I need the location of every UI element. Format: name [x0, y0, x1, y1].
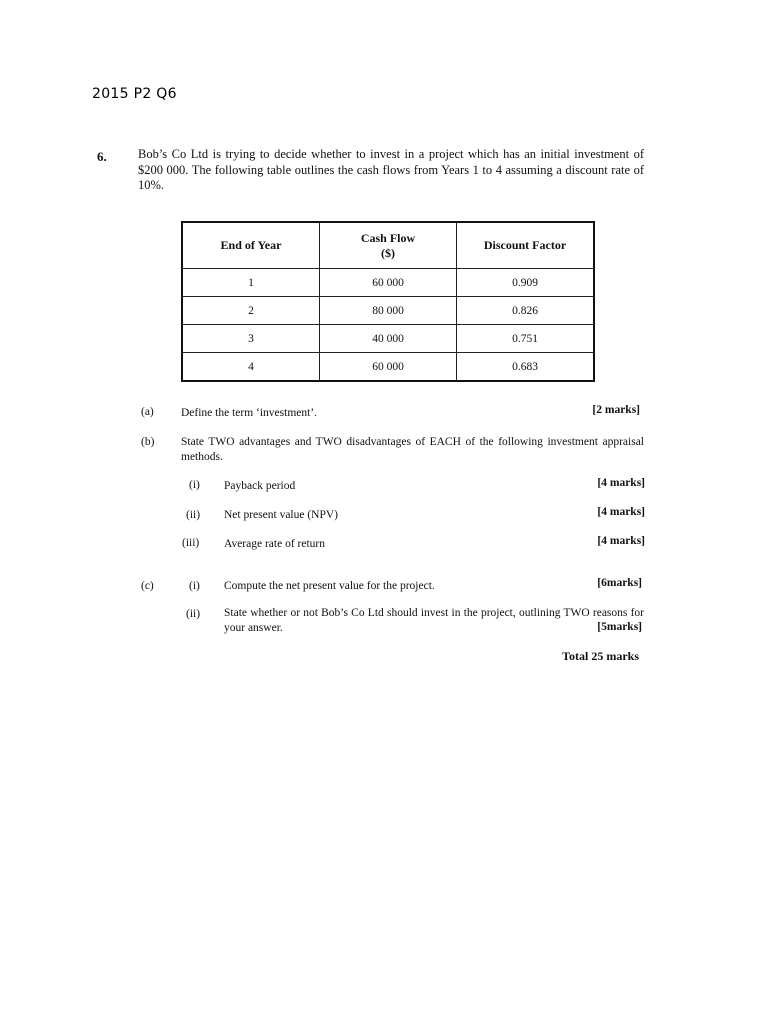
- part-b-ii-label: (ii): [186, 509, 201, 521]
- cell-cash-flow: 60 000: [320, 353, 457, 382]
- header-cash-flow-label: Cash Flow: [360, 230, 416, 245]
- part-b-iii-label: (iii): [182, 537, 200, 549]
- cell-discount-factor: 0.683: [457, 353, 595, 382]
- part-c-ii-text: State whether or not Bob’s Co Ltd should invest in the project, outlining TWO reasons for your answer.: [224, 607, 644, 634]
- part-c-i-marks: [6marks]: [597, 577, 642, 589]
- header-discount-factor: Discount Factor: [457, 222, 595, 269]
- question-intro: Bob’s Co Ltd is trying to decide whether to invest in a project which has an initial investment of $200 000. The following table outlines the cash flows from Years 1 to 4 assuming a discount rate of 10%.: [138, 147, 644, 192]
- part-b-text: State TWO advantages and TWO disadvantages of EACH of the following investment appraisal methods.: [181, 436, 644, 463]
- part-b-i-label: (i): [189, 479, 200, 491]
- header-cash-flow-unit: ($): [381, 245, 395, 260]
- document-header: 2015 P2 Q6: [92, 86, 177, 102]
- part-c-i-text: Compute the net present value for the project.: [224, 580, 435, 592]
- question-number: 6.: [97, 149, 107, 164]
- part-b-i-text: Payback period: [224, 480, 296, 492]
- cell-cash-flow: 40 000: [320, 325, 457, 353]
- cash-flow-table: [181, 221, 595, 382]
- part-b-iii-marks: [4 marks]: [597, 535, 645, 547]
- cell-year: 1: [182, 269, 320, 297]
- part-c-ii-marks: [5marks]: [597, 621, 642, 633]
- part-b-iii-text: Average rate of return: [224, 538, 325, 550]
- table-row: [182, 325, 594, 353]
- part-a-label: (a): [141, 406, 154, 418]
- part-c-i-label: (i): [189, 580, 200, 592]
- part-b-label: (b): [141, 436, 155, 448]
- table-row: [182, 353, 594, 382]
- header-cash-flow: [320, 222, 457, 269]
- part-a-text: Define the term ‘investment’.: [181, 407, 318, 419]
- table-header-row: [182, 222, 594, 269]
- header-end-of-year: End of Year: [182, 222, 320, 269]
- cell-year: 4: [182, 353, 320, 382]
- cell-discount-factor: 0.751: [457, 325, 595, 353]
- cell-discount-factor: 0.826: [457, 297, 595, 325]
- table-row: [182, 297, 594, 325]
- table-row: [182, 269, 594, 297]
- part-c-label: (c): [141, 580, 154, 592]
- cell-discount-factor: 0.909: [457, 269, 595, 297]
- total-marks: Total 25 marks: [562, 649, 639, 663]
- cell-cash-flow: 60 000: [320, 269, 457, 297]
- part-b-ii-text: Net present value (NPV): [224, 509, 339, 521]
- part-c-ii-label: (ii): [186, 608, 201, 620]
- part-b-i-marks: [4 marks]: [597, 477, 645, 489]
- cell-year: 3: [182, 325, 320, 353]
- cell-cash-flow: 80 000: [320, 297, 457, 325]
- part-b-ii-marks: [4 marks]: [597, 506, 645, 518]
- part-a-marks: [2 marks]: [592, 404, 640, 416]
- cell-year: 2: [182, 297, 320, 325]
